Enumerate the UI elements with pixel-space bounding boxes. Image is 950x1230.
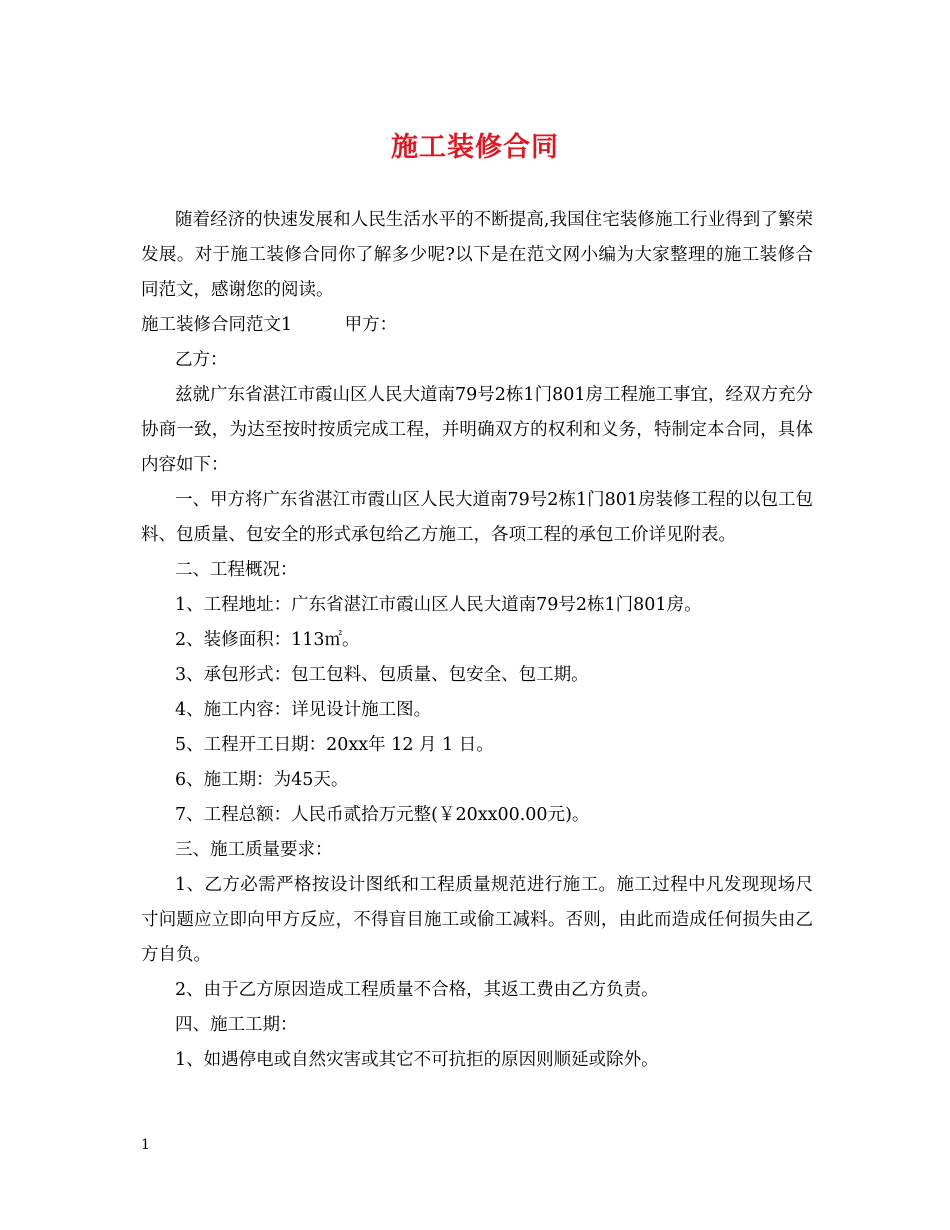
page-number: 1 — [141, 1137, 150, 1153]
list-item-schedule-1: 1、如遇停电或自然灾害或其它不可抗拒的原因则顺延或除外。 — [175, 1050, 659, 1070]
paragraph-intro: 随着经济的快速发展和人民生活水平的不断提高,我国住宅装修施工行业得到了繁荣发展。对于施工装修合同你了解多少呢?以下是在范文网小编为大家整理的施工装修合同范文，感谢您的阅读。 — [141, 210, 813, 300]
list-item-total: 7、工程总额：人民币贰拾万元整(￥20xx00.00元)。 — [175, 805, 590, 825]
section-heading-quality: 三、施工质量要求： — [175, 840, 333, 860]
paragraph-preamble: 兹就广东省湛江市霞山区人民大道南79号2栋1门801房工程施工事宜，经双方充分协商一致，为达至按时按质完成工程，并明确双方的权利和义务，特制定本合同，具体内容如下： — [141, 385, 813, 475]
list-item-duration: 6、施工期：为45天。 — [175, 770, 349, 790]
list-item-contract-form: 3、承包形式：包工包料、包质量、包安全、包工期。 — [175, 665, 589, 685]
list-item-content: 4、施工内容：详见设计施工图。 — [175, 700, 432, 720]
list-item-area: 2、装修面积：113㎡。 — [175, 630, 360, 650]
list-item-quality-1: 1、乙方必需严格按设计图纸和工程质量规范进行施工。施工过程中凡发现现场尺寸问题应立即向甲方反应，不得盲目施工或偷工减料。否则，由此而造成任何损失由乙方自负。 — [141, 875, 813, 965]
document-title: 施工装修合同 — [391, 132, 559, 163]
section-heading-overview: 二、工程概况： — [175, 560, 298, 580]
document-body — [141, 203, 813, 1078]
list-item-start-date: 5、工程开工日期：20xx年 12 月 1 日。 — [175, 735, 494, 755]
paragraph-clause-1: 一、甲方将广东省湛江市霞山区人民大道南79号2栋1门801房装修工程的以包工包料、包质量、包安全的形式承包给乙方施工，各项工程的承包工价详见附表。 — [141, 490, 813, 545]
list-item-quality-2: 2、由于乙方原因造成工程质量不合格，其返工费由乙方负责。 — [175, 980, 659, 1000]
list-item-address: 1、工程地址：广东省湛江市霞山区人民大道南79号2栋1门801房。 — [175, 595, 702, 615]
paragraph-party-b: 乙方： — [175, 350, 228, 370]
section-heading-schedule: 四、施工工期： — [175, 1015, 298, 1035]
paragraph-sample-heading: 施工装修合同范文1 甲方： — [141, 315, 398, 335]
